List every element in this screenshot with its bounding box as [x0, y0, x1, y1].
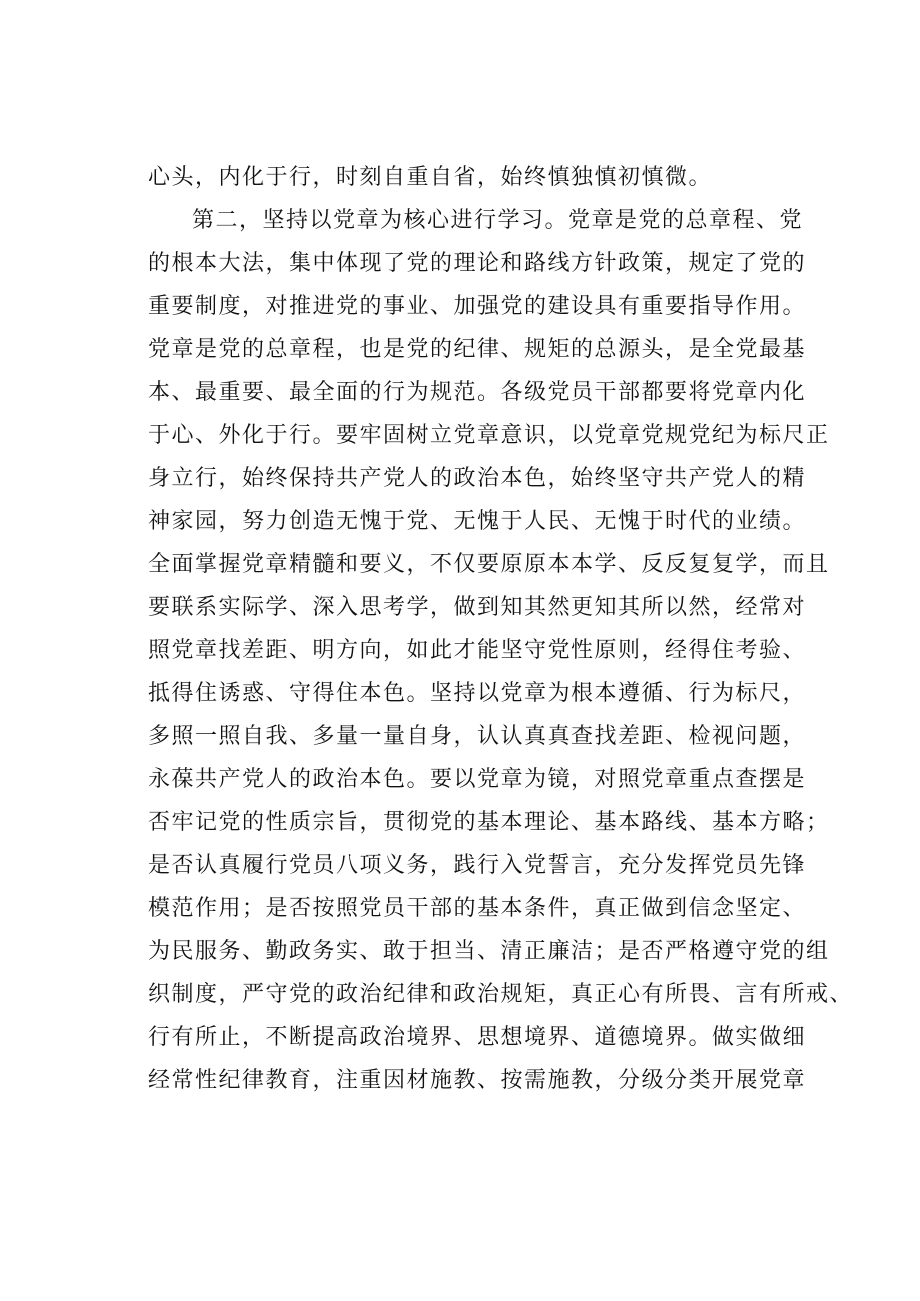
- text-line: 为民服务、勤政务实、敢于担当、清正廉洁；是否严格遵守党的组: [148, 939, 830, 964]
- text-line: 织制度，严守党的政治纪律和政治规矩，真正心有所畏、言有所戒、: [148, 982, 854, 1007]
- text-line: 要联系实际学、深入思考学，做到知其然更知其所以然，经常对: [148, 595, 807, 620]
- text-line: 永葆共产党人的政治本色。要以党章为镜，对照党章重点查摆是: [148, 767, 807, 792]
- text-line: 多照一照自我、多量一量自身，认认真真查找差距、检视问题，: [148, 724, 807, 749]
- text-line: 心头，内化于行，时刻自重自省，始终慎独慎初慎微。: [148, 165, 713, 190]
- text-line: 于心、外化于行。要牢固树立党章意识，以党章党规党纪为标尺正: [148, 423, 830, 448]
- text-line: 是否认真履行党员八项义务，践行入党誓言，充分发挥党员先锋: [148, 853, 807, 878]
- text-line: 的根本大法，集中体现了党的理论和路线方针政策，规定了党的: [148, 251, 807, 276]
- text-line-paragraph-start: 第二，坚持以党章为核心进行学习。党章是党的总章程、党: [192, 208, 804, 233]
- text-line: 模范作用；是否按照党员干部的基本条件，真正做到信念坚定、: [148, 896, 807, 921]
- text-line: 照党章找差距、明方向，如此才能坚守党性原则，经得住考验、: [148, 638, 807, 663]
- text-line: 神家园，努力创造无愧于党、无愧于人民、无愧于时代的业绩。: [148, 509, 807, 534]
- text-line: 本、最重要、最全面的行为规范。各级党员干部都要将党章内化: [148, 380, 807, 405]
- text-line: 身立行，始终保持共产党人的政治本色，始终坚守共产党人的精: [148, 466, 807, 491]
- text-line: 全面掌握党章精髓和要义，不仅要原原本本学、反反复复学，而且: [148, 552, 830, 577]
- body-text: [148, 156, 854, 1102]
- text-line: 经常性纪律教育，注重因材施教、按需施教，分级分类开展党章: [148, 1068, 807, 1093]
- text-line: 否牢记党的性质宗旨，贯彻党的基本理论、基本路线、基本方略；: [148, 810, 830, 835]
- text-line: 行有所止，不断提高政治境界、思想境界、道德境界。做实做细: [148, 1025, 807, 1050]
- text-line: 党章是党的总章程，也是党的纪律、规矩的总源头，是全党最基: [148, 337, 807, 362]
- text-line: 抵得住诱惑、守得住本色。坚持以党章为根本遵循、行为标尺，: [148, 681, 807, 706]
- text-line: 重要制度，对推进党的事业、加强党的建设具有重要指导作用。: [148, 294, 807, 319]
